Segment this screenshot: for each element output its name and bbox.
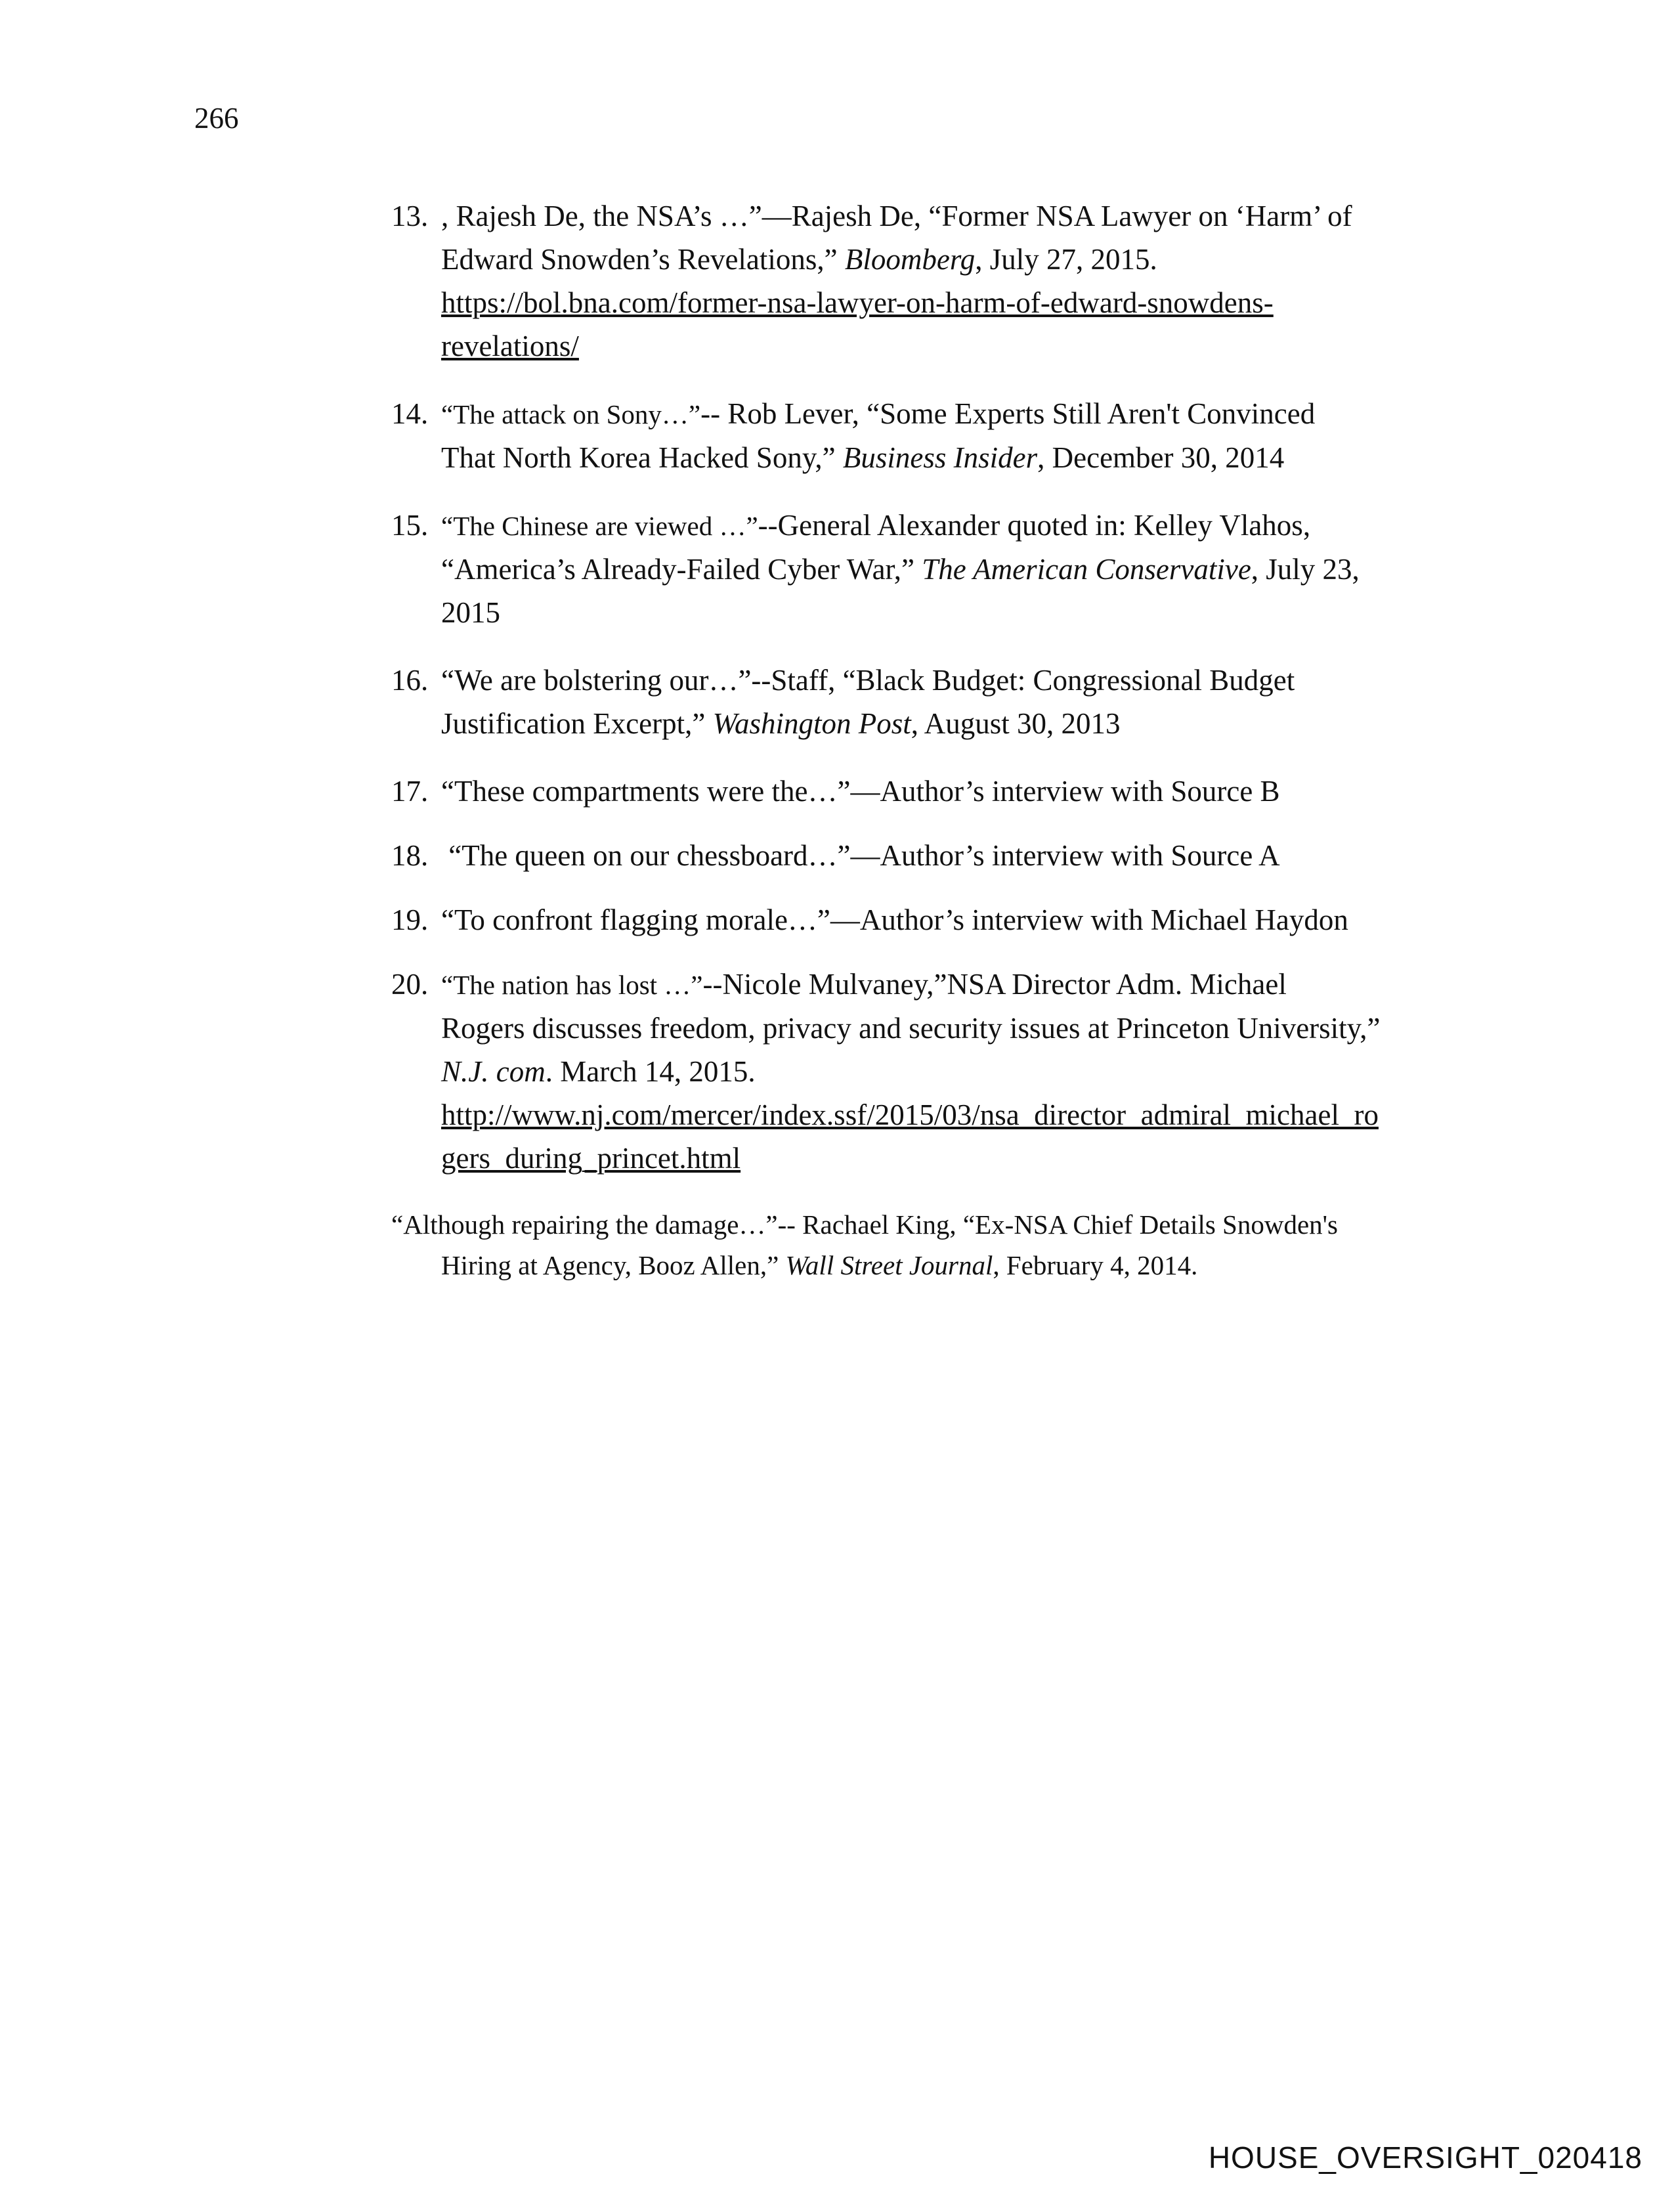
publication-title: Bloomberg — [844, 243, 976, 276]
endnote-number: 20. — [391, 968, 429, 1001]
endnote-text: , Rajesh De, the NSA’s …”—Rajesh De, “Former NSA Lawyer on ‘Harm’ of — [441, 200, 1352, 232]
endnote-16 — [391, 659, 1507, 745]
endnote-citation: Edward Snowden’s Revelations,” Bloomberg, July 27, 2015. — [441, 243, 1157, 276]
endnote-citation: That North Korea Hacked Sony,” Business Insider, December 30, 2014 — [441, 441, 1285, 474]
endnote-text: “To confront flagging morale…”—Author’s interview with Michael Haydon — [441, 903, 1348, 936]
publication-title: The American Conservative — [922, 553, 1251, 586]
source-link[interactable]: http://www.nj.com/mercer/index.ssf/2015/03/nsa_director_admiral_michael_ro — [441, 1098, 1379, 1131]
endnote-text: “These compartments were the…”—Author’s interview with Source B — [441, 775, 1280, 808]
endnote-number: 13. — [391, 200, 429, 232]
endnote-number: 18. — [391, 839, 429, 872]
endnote-number: 16. — [391, 664, 429, 697]
source-link-continued[interactable]: revelations/ — [441, 330, 579, 362]
source-link-continued[interactable]: gers_during_princet.html — [441, 1142, 741, 1175]
endnote-number: 15. — [391, 509, 429, 542]
endnote-text: “We are bolstering our…”--Staff, “Black Budget: Congressional Budget — [441, 664, 1295, 697]
endnote-text: “The attack on Sony…”-- Rob Lever, “Some Experts Still Aren't Convinced — [441, 397, 1316, 430]
quoted-phrase: “The Chinese are viewed …” — [441, 511, 758, 541]
endnote-text: “The queen on our chessboard…”—Author’s interview with Source A — [441, 839, 1280, 872]
endnote-year: 2015 — [441, 596, 500, 629]
endnote-citation: N.J. com. March 14, 2015. — [441, 1055, 756, 1088]
source-link[interactable]: https://bol.bna.com/former-nsa-lawyer-on-harm-of-edward-snowdens- — [441, 286, 1274, 319]
quoted-phrase: “The nation has lost …” — [441, 970, 703, 1000]
endnote-citation: “America’s Already-Failed Cyber War,” The American Conservative, July 23, — [441, 553, 1360, 586]
publication-title: Business Insider — [842, 441, 1038, 474]
endnote-13 — [391, 194, 1507, 368]
endnote-unnumbered — [391, 1204, 1507, 1286]
endnote-number: 19. — [391, 903, 429, 936]
endnote-text-continued: Rogers discusses freedom, privacy and security issues at Princeton University,” — [441, 1012, 1381, 1045]
endnote-text: “The Chinese are viewed …”--General Alexander quoted in: Kelley Vlahos, — [441, 509, 1311, 542]
endnote-20 — [391, 963, 1507, 1180]
publication-title: Washington Post — [712, 707, 911, 740]
endnote-18 — [391, 834, 1507, 877]
endnote-citation: Hiring at Agency, Booz Allen,” Wall Street Journal, February 4, 2014. — [441, 1250, 1198, 1280]
endnote-15 — [391, 504, 1507, 634]
endnote-text: “The nation has lost …”--Nicole Mulvaney,”NSA Director Adm. Michael — [441, 968, 1287, 1001]
publication-title: N.J. com — [441, 1055, 546, 1088]
bates-stamp: HOUSE_OVERSIGHT_020418 — [1208, 2140, 1642, 2175]
endnotes-list — [391, 194, 1507, 1310]
endnote-number: 14. — [391, 397, 429, 430]
endnote-number: 17. — [391, 775, 429, 808]
endnote-text: “Although repairing the damage…”-- Rachael King, “Ex-NSA Chief Details Snowden's — [391, 1209, 1339, 1240]
quoted-phrase: “The attack on Sony…” — [441, 399, 701, 429]
endnote-14 — [391, 392, 1507, 479]
endnote-19 — [391, 898, 1507, 942]
publication-title: Wall Street Journal — [785, 1250, 993, 1280]
endnote-17 — [391, 770, 1507, 813]
page-number: 266 — [194, 102, 239, 135]
endnote-citation: Justification Excerpt,” Washington Post, August 30, 2013 — [441, 707, 1121, 740]
